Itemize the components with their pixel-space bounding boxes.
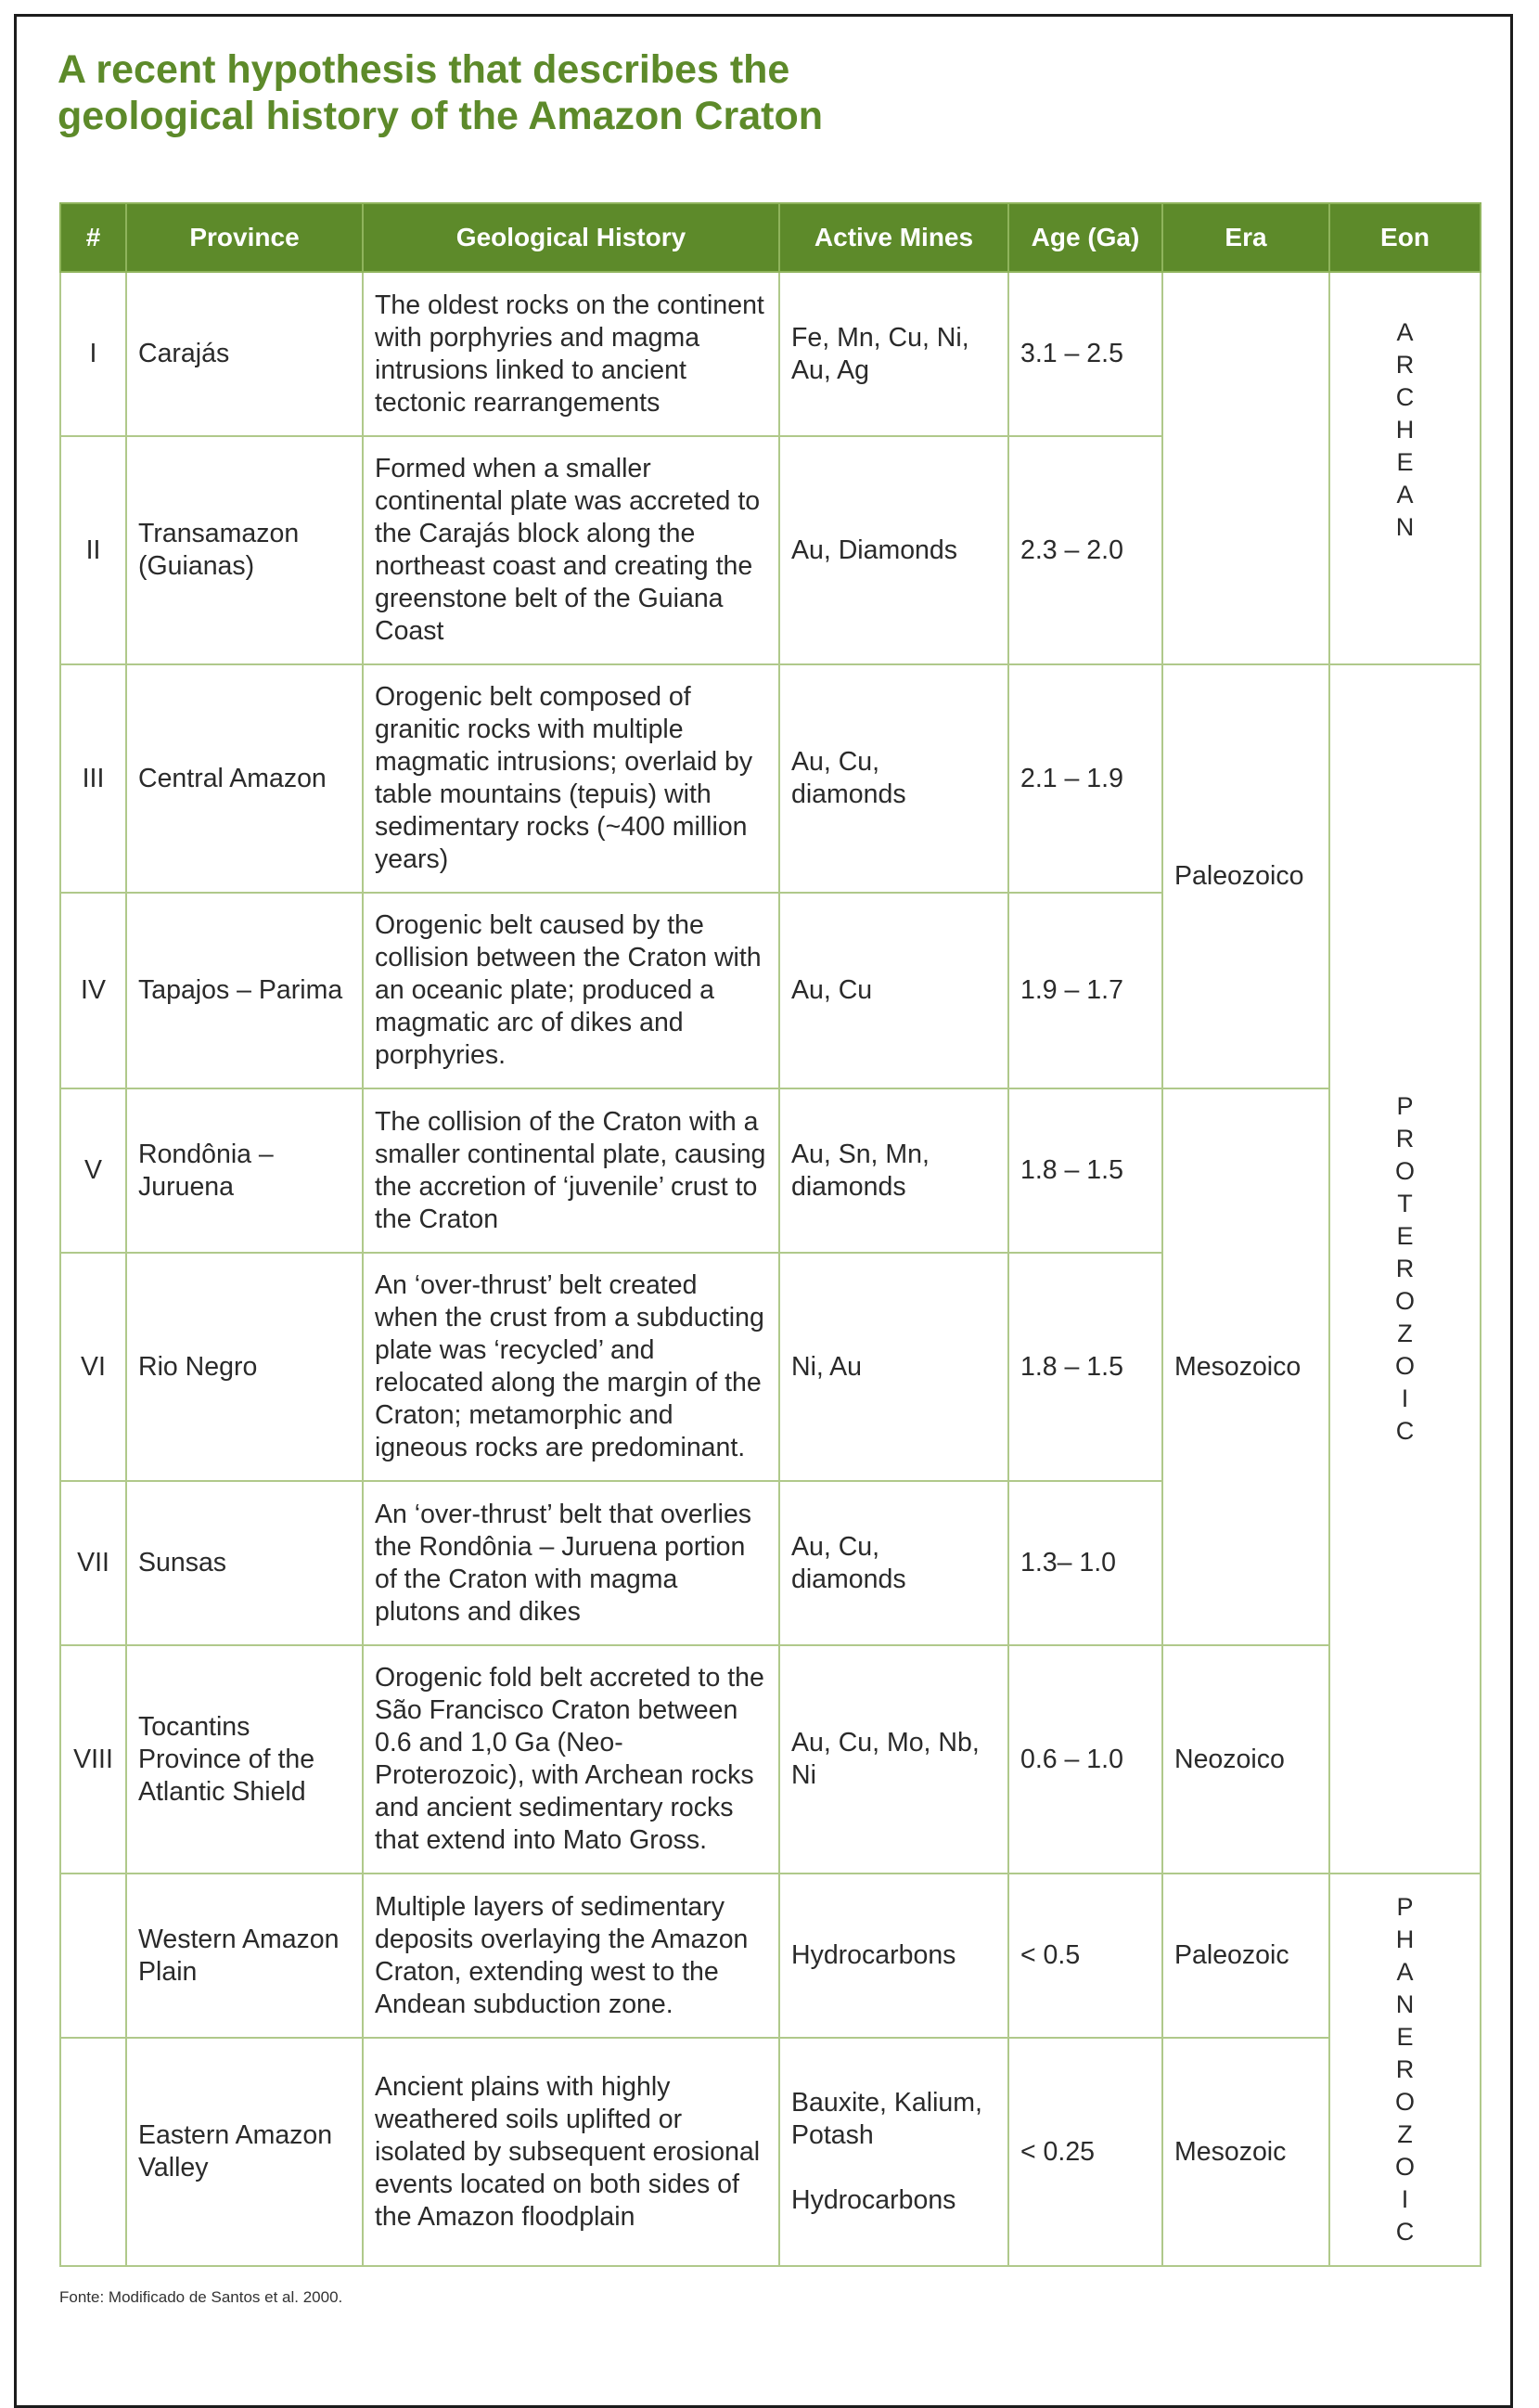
mines-cell: Ni, Au [779,1253,1008,1481]
history-cell: The oldest rocks on the continent with porphyries and magma intrusions linked to ancient tectonic rearrangements [363,272,779,436]
eon-proterozoic-label: P R O T E R O Z O I C [1394,1092,1415,1445]
row-number [60,2038,126,2266]
era-cell [1162,272,1329,664]
age-cell: 0.6 – 1.0 [1008,1645,1162,1874]
age-cell: 2.1 – 1.9 [1008,664,1162,893]
mines-cell [779,2038,1008,2266]
source-note: Fonte: Modificado de Santos et al. 2000. [59,2288,343,2306]
age-cell: 1.8 – 1.5 [1008,1088,1162,1253]
mines-cell: Au, Cu, Mo, Nb, Ni [779,1645,1008,1874]
table-row [60,1874,1481,2038]
header-row [60,203,1481,272]
row-number: VII [60,1481,126,1645]
mines-line: Hydrocarbons [791,2185,956,2215]
row-number: VI [60,1253,126,1481]
age-cell: < 0.5 [1008,1874,1162,2038]
province-cell: Rio Negro [126,1253,363,1481]
mines-line-gap [791,2152,996,2184]
header-number: # [60,203,126,272]
mines-cell: Au, Diamonds [779,436,1008,664]
history-cell: Orogenic belt caused by the collision between the Craton with an oceanic plate; produced a magmatic arc of dikes and porphyries. [363,893,779,1088]
row-number: III [60,664,126,893]
age-cell: 2.3 – 2.0 [1008,436,1162,664]
history-cell: Orogenic belt composed of granitic rocks with multiple magmatic intrusions; overlaid by table mountains (tepuis) with sedimentary rocks (~400 million years) [363,664,779,893]
mines-cell: Au, Cu, diamonds [779,1481,1008,1645]
page-title [58,46,1356,139]
eon-phanerozoic [1329,1874,1481,2266]
header-geological-history: Geological History [363,203,779,272]
province-cell: Rondônia – Juruena [126,1088,363,1253]
age-cell: 1.9 – 1.7 [1008,893,1162,1088]
row-number: VIII [60,1645,126,1874]
title-line-2: geological history of the Amazon Craton [58,94,824,138]
mines-cell: Au, Sn, Mn, diamonds [779,1088,1008,1253]
row-number [60,1874,126,2038]
province-cell: Sunsas [126,1481,363,1645]
mines-cell: Au, Cu, diamonds [779,664,1008,893]
history-cell: Formed when a smaller continental plate was accreted to the Carajás block along the northeast coast and creating the greenstone belt of the Guiana Coast [363,436,779,664]
history-cell: Orogenic fold belt accreted to the São Francisco Craton between 0.6 and 1,0 Ga (Neo-Proterozoic), with Archean rocks and ancient sedimentary rocks that extend into Mato Gross. [363,1645,779,1874]
history-cell: The collision of the Craton with a smaller continental plate, causing the accretion of ‘juvenile’ crust to the Craton [363,1088,779,1253]
row-number: IV [60,893,126,1088]
eon-archean [1329,272,1481,664]
province-cell: Tapajos – Parima [126,893,363,1088]
eon-phanerozoic-label: P H A N E R O Z O I C [1394,1893,1415,2246]
craton-history-table [59,202,1481,2267]
province-cell: Eastern Amazon Valley [126,2038,363,2266]
province-cell: Transamazon (Guianas) [126,436,363,664]
history-cell: An ‘over-thrust’ belt created when the crust from a subducting plate was ‘recycled’ and relocated along the margin of the Craton; metamorphic and igneous rocks are predominant. [363,1253,779,1481]
table-row [60,1645,1481,1874]
eon-archean-label: A R C H E A N [1395,318,1415,541]
table-row [60,2038,1481,2266]
table-row [60,664,1481,893]
row-number: II [60,436,126,664]
era-cell: Paleozoico [1162,664,1329,1088]
mines-cell: Au, Cu [779,893,1008,1088]
age-cell: 3.1 – 2.5 [1008,272,1162,436]
table-row [60,1088,1481,1253]
row-number: V [60,1088,126,1253]
province-cell: Carajás [126,272,363,436]
history-cell: Ancient plains with highly weathered soils uplifted or isolated by subsequent erosional events located on both sides of the Amazon floodplain [363,2038,779,2266]
history-cell: Multiple layers of sedimentary deposits overlaying the Amazon Craton, extending west to the Andean subduction zone. [363,1874,779,2038]
mines-cell: Fe, Mn, Cu, Ni, Au, Ag [779,272,1008,436]
header-eon: Eon [1329,203,1481,272]
era-cell: Neozoico [1162,1645,1329,1874]
age-cell: 1.8 – 1.5 [1008,1253,1162,1481]
mines-line: Bauxite, Kalium, Potash [791,2088,982,2150]
row-number: I [60,272,126,436]
age-cell: 1.3– 1.0 [1008,1481,1162,1645]
eon-proterozoic [1329,664,1481,1874]
mines-cell: Hydrocarbons [779,1874,1008,2038]
province-cell: Western Amazon Plain [126,1874,363,2038]
header-province: Province [126,203,363,272]
history-cell: An ‘over-thrust’ belt that overlies the Rondônia – Juruena portion of the Craton with magma plutons and dikes [363,1481,779,1645]
title-line-1: A recent hypothesis that describes the [58,47,790,92]
era-cell: Mesozoico [1162,1088,1329,1645]
header-active-mines: Active Mines [779,203,1008,272]
province-cell: Central Amazon [126,664,363,893]
table-row [60,272,1481,436]
age-cell: < 0.25 [1008,2038,1162,2266]
era-cell: Paleozoic [1162,1874,1329,2038]
era-cell: Mesozoic [1162,2038,1329,2266]
header-era: Era [1162,203,1329,272]
header-age: Age (Ga) [1008,203,1162,272]
province-cell: Tocantins Province of the Atlantic Shield [126,1645,363,1874]
